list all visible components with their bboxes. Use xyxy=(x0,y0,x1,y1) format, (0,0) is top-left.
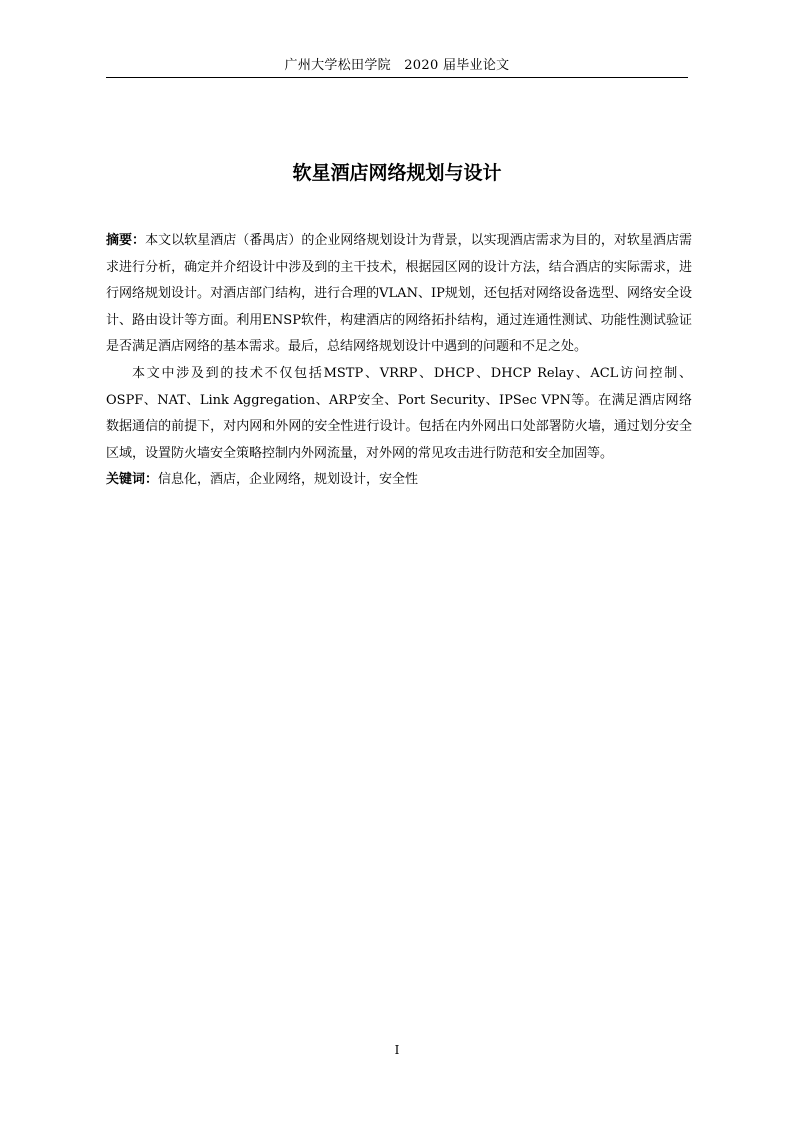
keywords-line xyxy=(106,467,692,494)
abstract-paragraph-2: 本文中涉及到的技术不仅包括MSTP、VRRP、DHCP、DHCP Relay、ACL访问控制、OSPF、NAT、Link Aggregation、ARP安全、Port Security、IPSec VPN等。在满足酒店网络数据通信的前提下，对内网和外网的安全性进行设计。包括在内外网出口处部署防火墙，通过划分安全区域，设置防火墙安全策略控制内外网流量，对外网的常见攻击进行防范和安全加固等。 xyxy=(106,365,692,461)
keywords-label: 关键词： xyxy=(106,472,159,488)
abstract-label: 摘要： xyxy=(106,233,146,248)
page-number: I xyxy=(394,1043,400,1057)
abstract-section xyxy=(106,228,692,494)
abstract-paragraph-1 xyxy=(106,228,692,361)
paper-title: 软星酒店网络规划与设计 xyxy=(292,162,502,184)
abstract-text-1: 本文以软星酒店（番禺店）的企业网络规划设计为背景，以实现酒店需求为目的，对软星酒店需求进行分析，确定并介绍设计中涉及到的主干技术，根据园区网的设计方法，结合酒店的实际需求，进行网络规划设计。对酒店部门结构，进行合理的VLAN、IP规划，还包括对网络设备选型、网络安全设计、路由设计等方面。利用ENSP软件，构建酒店的网络拓扑结构，通过连通性测试、功能性测试验证是否满足酒店网络的基本需求。最后，总结网络规划设计中遇到的问题和不足之处。 xyxy=(106,233,692,355)
running-header: 广州大学松田学院 2020 届毕业论文 xyxy=(106,57,688,78)
keywords-text: 信息化，酒店，企业网络，规划设计，安全性 xyxy=(158,472,419,488)
